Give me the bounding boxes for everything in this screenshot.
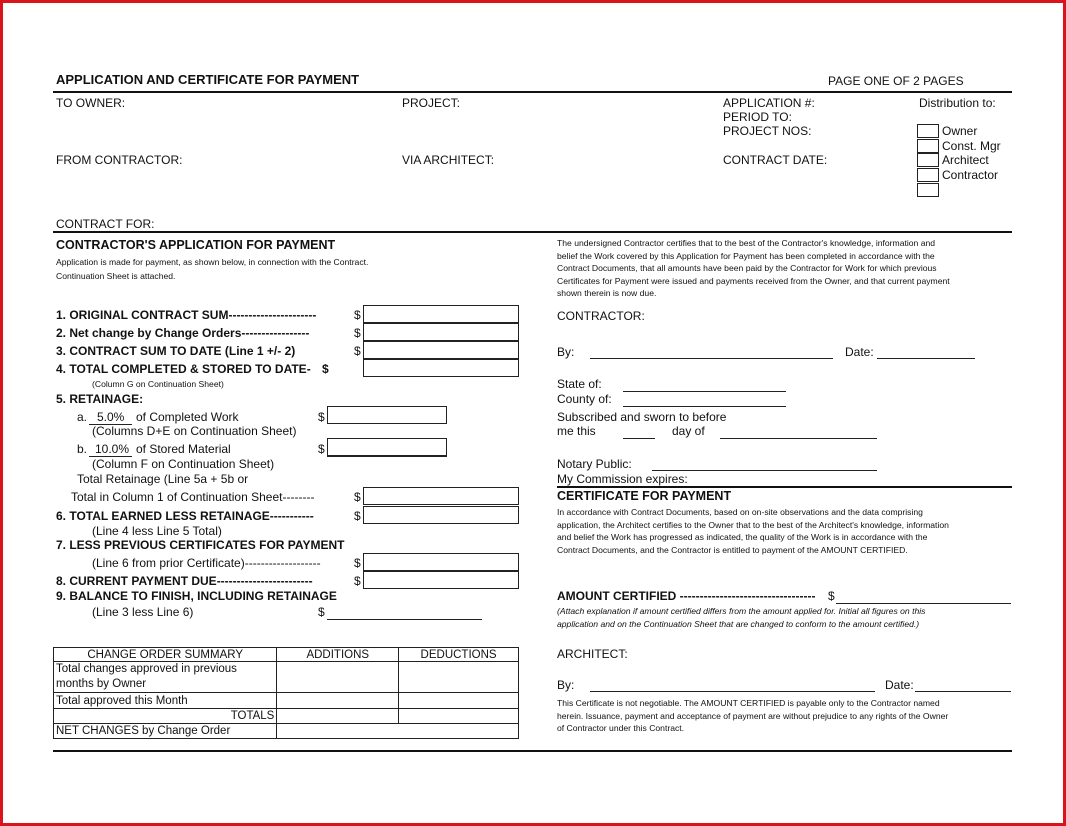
- contractor-date-label: Date:: [845, 345, 874, 359]
- line2-label: 2. Net change by Change Orders-----------------: [56, 326, 310, 340]
- architect-by-label: By:: [557, 678, 575, 692]
- line8-label: 8. CURRENT PAYMENT DUE------------------------: [56, 574, 313, 588]
- architect-label: ARCHITECT:: [557, 647, 628, 661]
- county-of-line[interactable]: [623, 406, 786, 407]
- county-of-label: County of:: [557, 392, 612, 406]
- application-intro-2: Continuation Sheet is attached.: [56, 271, 176, 281]
- line5b-percent[interactable]: 10.0%: [95, 442, 130, 456]
- certification-rule: [557, 486, 1012, 488]
- line5a-note: (Columns D+E on Continuation Sheet): [92, 424, 297, 438]
- to-owner-label: TO OWNER:: [56, 96, 126, 110]
- line1-label: 1. ORIGINAL CONTRACT SUM----------------------: [56, 308, 317, 322]
- contractor-signature-line[interactable]: [590, 358, 833, 359]
- line4-note: (Column G on Continuation Sheet): [92, 379, 224, 389]
- total-earned-field[interactable]: [363, 506, 519, 524]
- negotiable-line: herein. Issuance, payment and acceptance of payment are without prejudice to any rights of the Owner: [557, 710, 949, 721]
- line5a-text: of Completed Work: [136, 410, 239, 424]
- via-architect-label: VIA ARCHITECT:: [402, 153, 495, 167]
- contractor-label: CONTRACTOR:: [557, 309, 645, 323]
- line5a-percent[interactable]: 5.0%: [97, 410, 125, 424]
- retainage-stored-field[interactable]: [327, 438, 447, 457]
- negotiable-line: This Certificate is not negotiable. The AMOUNT CERTIFIED is payable only to the Contractor named: [557, 698, 940, 708]
- net-changes-cell[interactable]: [277, 723, 519, 738]
- line5a-dollar: $: [318, 410, 325, 424]
- page-indicator: PAGE ONE OF 2 PAGES: [828, 74, 964, 88]
- line6-dollar: $: [354, 509, 361, 523]
- row-approved-this-month: Total approved this Month: [54, 693, 277, 708]
- total-column1-label: Total in Column 1 of Continuation Sheet--------: [71, 490, 315, 504]
- certification-line: The undersigned Contractor certifies that to the best of the Contractor's knowledge, information and: [557, 238, 936, 248]
- line5a-prefix: a.: [77, 410, 88, 424]
- net-change-field[interactable]: [363, 323, 519, 341]
- attach-note-line: application and on the Continuation Sheet that are changed to conform to the amount certified.): [557, 618, 920, 629]
- contractor-checkbox[interactable]: [917, 168, 939, 182]
- line9-note: (Line 3 less Line 6): [92, 605, 194, 619]
- architect-signature-line[interactable]: [590, 691, 875, 692]
- previous-deductions-cell[interactable]: [399, 662, 519, 693]
- contract-for-label: CONTRACT FOR:: [56, 217, 155, 231]
- col-deductions: DEDUCTIONS: [399, 648, 519, 662]
- table-row: [54, 662, 277, 693]
- certificate-line: and belief the Work has progressed as indicated, the quality of the Work is in accordance with the: [557, 532, 928, 543]
- line6-label: 6. TOTAL EARNED LESS RETAINAGE-----------: [56, 509, 314, 523]
- application-intro-1: Application is made for payment, as shown below, in connection with the Contract.: [56, 257, 369, 267]
- line7-note: (Line 6 from prior Certificate)-------------------: [92, 556, 321, 570]
- month-additions-cell[interactable]: [277, 693, 399, 708]
- period-to-label: PERIOD TO:: [723, 110, 792, 124]
- col-additions: ADDITIONS: [277, 648, 399, 662]
- retainage-completed-field[interactable]: [327, 406, 447, 424]
- row-totals: TOTALS: [54, 708, 277, 723]
- state-of-line[interactable]: [623, 391, 786, 392]
- certification-line: shown therein is now due.: [557, 288, 657, 299]
- footer-rule: [53, 750, 1012, 752]
- line2-dollar: $: [354, 326, 361, 340]
- architect-date-line[interactable]: [915, 691, 1011, 692]
- contractor-certification-text: [557, 237, 1017, 300]
- architect-date-label: Date:: [885, 678, 914, 692]
- amount-certified-dollar: $: [828, 589, 835, 603]
- project-nos-label: PROJECT NOS:: [723, 124, 812, 138]
- line4-dollar: $: [322, 362, 329, 376]
- not-negotiable-text: [557, 697, 1017, 735]
- line5b-text: of Stored Material: [136, 442, 231, 456]
- state-of-label: State of:: [557, 377, 602, 391]
- certificate-line: application, the Architect certifies to the Owner that to the best of the Architect's knowledge, information: [557, 519, 949, 530]
- line6-note: (Line 4 less Line 5 Total): [92, 524, 222, 538]
- line3-dollar: $: [354, 344, 361, 358]
- amount-certified-label: AMOUNT CERTIFIED ----------------------------------: [557, 589, 816, 603]
- certificate-line: In accordance with Contract Documents, based on on-site observations and the data comprising: [557, 507, 923, 517]
- negotiable-line: of Contractor under this Contract.: [557, 723, 685, 734]
- original-contract-sum-field[interactable]: [363, 305, 519, 323]
- previous-additions-cell[interactable]: [277, 662, 399, 693]
- line5b-prefix: b.: [77, 442, 88, 456]
- contract-sum-to-date-field[interactable]: [363, 341, 519, 359]
- const-mgr-checkbox[interactable]: [917, 139, 939, 153]
- month-deductions-cell[interactable]: [399, 693, 519, 708]
- application-heading: CONTRACTOR'S APPLICATION FOR PAYMENT: [56, 238, 336, 252]
- total-retainage-label: Total Retainage (Line 5a + 5b or: [77, 472, 249, 486]
- line1-dollar: $: [354, 308, 361, 322]
- contractor-by-label: By:: [557, 345, 575, 359]
- day-of-label: day of: [672, 424, 705, 438]
- line5b-note: (Column F on Continuation Sheet): [92, 457, 275, 471]
- application-number-label: APPLICATION #:: [723, 96, 815, 110]
- contractor-date-line[interactable]: [877, 358, 975, 359]
- line3-label: 3. CONTRACT SUM TO DATE (Line 1 +/- 2): [56, 344, 296, 358]
- row-previous-changes-line2: months by Owner: [56, 678, 147, 691]
- previous-certificates-field[interactable]: [363, 553, 519, 571]
- distribution-const-mgr: Const. Mgr: [942, 139, 1001, 153]
- extra-checkbox[interactable]: [917, 183, 939, 197]
- owner-checkbox[interactable]: [917, 124, 939, 138]
- me-this-label: me this: [557, 424, 596, 438]
- col-change-order-summary: CHANGE ORDER SUMMARY: [54, 648, 277, 662]
- commission-expires-label: My Commission expires:: [557, 472, 688, 486]
- certificate-heading: CERTIFICATE FOR PAYMENT: [557, 489, 732, 503]
- subscribed-label: Subscribed and sworn to before: [557, 410, 727, 424]
- row-previous-changes-line1: Total changes approved in previous: [56, 663, 237, 676]
- certification-line: Certificates for Payment were issued and payments received from the Owner, and that current payment: [557, 275, 950, 286]
- line5-label: 5. RETAINAGE:: [56, 392, 144, 406]
- from-contractor-label: FROM CONTRACTOR:: [56, 153, 183, 167]
- line5b-dollar: $: [318, 442, 325, 456]
- notary-public-label: Notary Public:: [557, 457, 632, 471]
- attach-note-line: (Attach explanation if amount certified differs from the amount applied for. Initial all figures on this: [557, 606, 926, 616]
- attach-note: [557, 605, 1017, 630]
- current-payment-due-field[interactable]: [363, 571, 519, 589]
- line9-dollar: $: [318, 605, 325, 619]
- line7-dollar: $: [354, 556, 361, 570]
- certification-line: Contract Documents, that all amounts have been paid by the Contractor for Work for which previous: [557, 263, 937, 274]
- line9-label: 9. BALANCE TO FINISH, INCLUDING RETAINAGE: [56, 589, 337, 603]
- total-completed-field[interactable]: [363, 359, 519, 377]
- total-retainage-field[interactable]: [363, 487, 519, 505]
- change-order-table: [53, 647, 519, 739]
- distribution-contractor: Contractor: [942, 168, 999, 182]
- project-label: PROJECT:: [402, 96, 461, 110]
- balance-to-finish-line[interactable]: [327, 619, 482, 620]
- certificate-line: Contract Documents, and the Contractor is entitled to payment of the AMOUNT CERTIFIED.: [557, 544, 908, 555]
- distribution-label: Distribution to:: [919, 96, 996, 110]
- document-title: APPLICATION AND CERTIFICATE FOR PAYMENT: [56, 72, 360, 87]
- totals-additions-cell[interactable]: [277, 708, 399, 723]
- month-year-line[interactable]: [720, 438, 877, 439]
- distribution-architect: Architect: [942, 153, 989, 167]
- certification-line: belief the Work covered by this Application for Payment has been completed in accordance with the: [557, 250, 935, 261]
- header-rule: [53, 231, 1012, 233]
- certificate-text: [557, 506, 1017, 556]
- total-retainage-dollar: $: [354, 490, 361, 504]
- amount-certified-line[interactable]: [836, 603, 1011, 604]
- contract-date-label: CONTRACT DATE:: [723, 153, 828, 167]
- row-net-changes: NET CHANGES by Change Order: [54, 723, 277, 738]
- day-line[interactable]: [623, 438, 655, 439]
- title-rule: [53, 91, 1012, 93]
- totals-deductions-cell[interactable]: [399, 708, 519, 723]
- line4-label: 4. TOTAL COMPLETED & STORED TO DATE-: [56, 362, 311, 376]
- architect-checkbox[interactable]: [917, 153, 939, 167]
- line8-dollar: $: [354, 574, 361, 588]
- notary-line[interactable]: [652, 470, 877, 471]
- distribution-owner: Owner: [942, 124, 978, 138]
- line7-label: 7. LESS PREVIOUS CERTIFICATES FOR PAYMENT: [56, 538, 345, 552]
